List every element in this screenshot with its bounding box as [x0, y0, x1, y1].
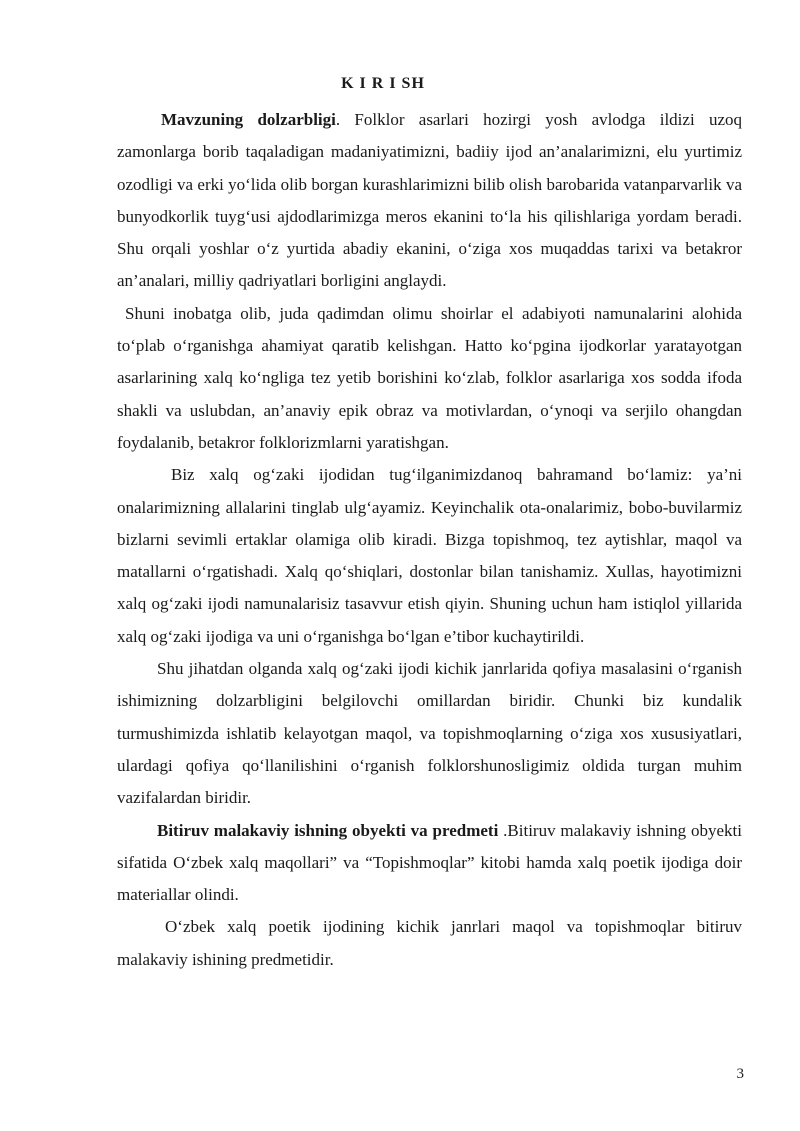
paragraph-text: Shuni inobatga olib, juda qadimdan olimu shoirlar el adabiyoti namunalarini alohida to‘plab o‘rganishga ahamiyat qaratib kelishgan. Hatto ko‘pgina ijodkorlar yaratayotgan asarlarining xalq ko‘ngliga tez yetib borishini ko‘zlab, folklor asarlariga xos sodda ifoda shakli va uslubdan, an’anaviy epik obraz va motivlardan, o‘ynoqi va serjilo ohangdan foydalanib, betakror folklorizmlarni yaratishgan. [117, 303, 742, 452]
body-text [117, 104, 742, 976]
paragraph-subject [117, 911, 742, 976]
paragraph-object-subject [117, 815, 742, 912]
paragraph-oral-tradition [117, 459, 742, 653]
paragraph-relevance [117, 104, 742, 298]
paragraph-tradition [117, 298, 742, 459]
page-number: 3 [736, 1066, 744, 1082]
paragraph-text: . Folklor asarlari hozirgi yosh avlodga ildizi uzoq zamonlarga borib taqaladigan madaniyatimizni, badiiy ijod an’analarimizni, elu yurtimiz ozodligi va erki yo‘lida olib borgan kurashlarimizni bilib olish barobarida vatanparvarlik va bunyodkorlik tuyg‘usi ajdodlarimizga meros ekanini to‘la his qilishlariga yordam beradi. Shu orqali yoshlar o‘z yurtida abadiy ekanini, o‘ziga xos muqaddas tarixi va betakror an’analari, milliy qadriyatlari borligini anglaydi. [117, 110, 743, 291]
paragraph-text: Shu jihatdan olganda xalq og‘zaki ijodi kichik janrlarida qofiya masalasini o‘rganish ishimizning dolzarbligini belgilovchi omillardan biridir. Chunki biz kundalik turmushimizda ishlatib kelayotgan maqol, va topishmoqlarning o‘ziga xos xususiyatlari, ulardagi qofiya qo‘llanilishini o‘rganish folklorshunosligimiz oldida turgan muhim vazifalardan biridir. [117, 659, 742, 808]
paragraph-lead-relevance: Mavzuning dolzarbligi [161, 110, 336, 129]
paragraph-text: Biz xalq og‘zaki ijodidan tug‘ilganimizdanoq bahramand bo‘lamiz: ya’ni onalarimizning allalarini tinglab ulg‘ayamiz. Keyinchalik ota-onalarimiz, bobo-buvilarmiz bizlarni sevimli ertaklar olamiga olib kiradi. Bizga topishmoq, tez aytishlar, maqol va matallarni o‘rgatishadi. Xalq qo‘shiqlari, dostonlar bilan tanishamiz. Xullas, hayotimizni xalq og‘zaki ijodi namunalarisiz tasavvur etish qiyin. Shuning uchun ham istiqlol yillarida xalq og‘zaki ijodiga va uni o‘rganishga bo‘lgan e’tibor kuchaytirildi. [117, 465, 742, 646]
paragraph-importance [117, 653, 742, 814]
page-heading: K I R I SH [341, 75, 425, 92]
paragraph-text: .Bitiruv malakaviy ishning obyekti sifatida O‘zbek xalq maqollari” va “Topishmoqlar” kitobi hamda xalq poetik ijodiga doir materiallar olindi. [117, 820, 742, 905]
paragraph-text: O‘zbek xalq poetik ijodining kichik janrlari maqol va topishmoqlar bitiruv malakaviy ishining predmetidir. [117, 917, 742, 969]
paragraph-lead-object: Bitiruv malakaviy ishning obyekti va predmeti [157, 820, 499, 840]
